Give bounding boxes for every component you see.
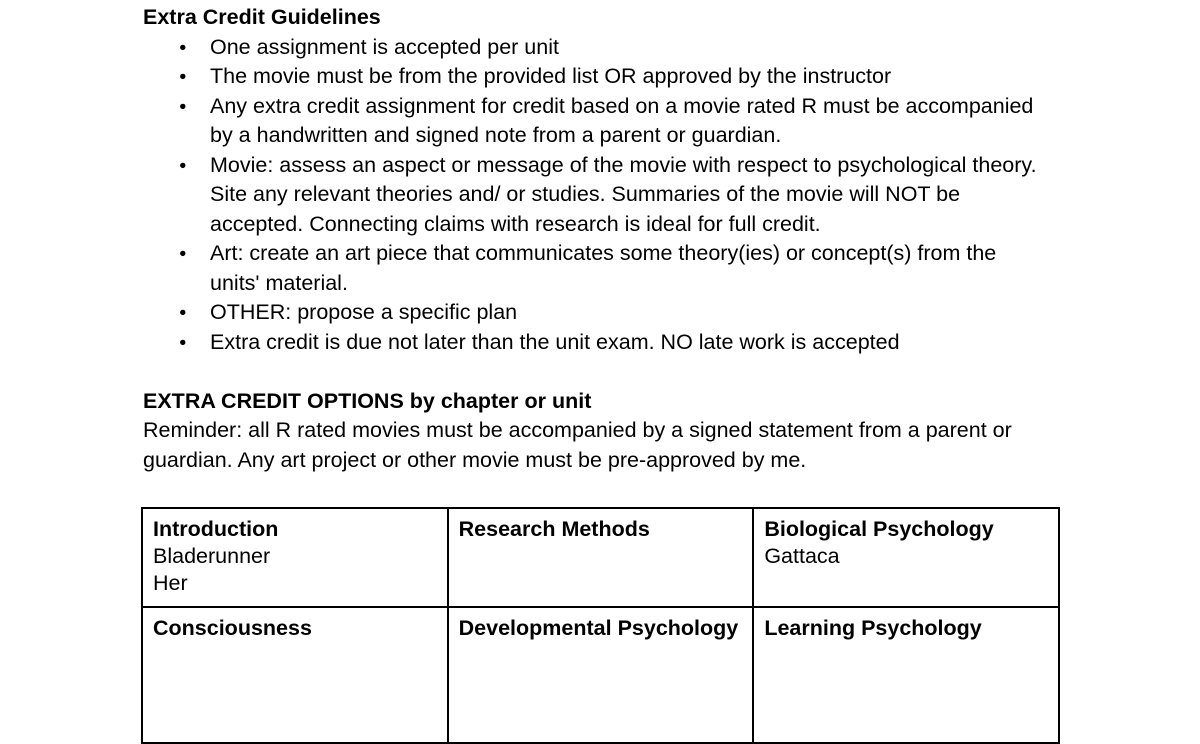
cell-research-methods (448, 508, 754, 607)
bullet-line: Site any relevant theories and/ or studies. Summaries of the movie will NOT be (210, 182, 961, 206)
cell-title: Introduction (153, 517, 279, 541)
cell-title: Biological Psychology (764, 517, 994, 541)
bullet-line: ● OTHER: propose a specific plan (210, 300, 518, 324)
bullet-line: ● Movie: assess an aspect or message of the movie with respect to psychological theory. (210, 152, 1037, 177)
guideline-bullet (143, 92, 1103, 151)
cell-introduction (142, 508, 448, 607)
bullet-line: accepted. Connecting claims with research is ideal for full credit. (210, 211, 821, 236)
bullet-line: ● Any extra credit assignment for credit based on a movie rated R must be accompanied (210, 93, 1034, 118)
guidelines-list (143, 33, 1103, 358)
table-row (142, 508, 1059, 607)
cell-learning-psychology (753, 607, 1059, 743)
cell-title: Consciousness (153, 616, 312, 640)
movie-item: Bladerunner (153, 544, 271, 568)
guidelines-heading: Extra Credit Guidelines (143, 5, 381, 29)
guideline-bullet (143, 298, 1103, 328)
table-row (142, 607, 1059, 743)
bullet-line: ● One assignment is accepted per unit (210, 34, 559, 59)
reminder-line: guardian. Any art project or other movie must be pre-approved by me. (143, 447, 807, 472)
options-heading: EXTRA CREDIT OPTIONS by chapter or unit (143, 388, 592, 413)
paragraph-spacer (143, 357, 1103, 387)
movie-item: Her (153, 571, 188, 595)
bullet-line: ● Extra credit is due not later than the unit exam. NO late work is accepted (210, 329, 900, 354)
guideline-bullet (143, 239, 1103, 298)
bullet-line: ● Art: create an art piece that communicates some theory(ies) or concept(s) from the (210, 241, 997, 265)
reminder-line: Reminder: all R rated movies must be accompanied by a signed statement from a parent or (143, 418, 1012, 442)
bullet-line: ● The movie must be from the provided list OR approved by the instructor (210, 64, 892, 88)
guideline-bullet (143, 33, 1103, 63)
cell-biological-psychology (753, 508, 1059, 607)
cell-title: Developmental Psychology (458, 616, 739, 640)
reminder-paragraph (143, 416, 1103, 475)
cell-title: Learning Psychology (764, 616, 982, 640)
guideline-bullet (143, 328, 1103, 358)
bullet-line: units' material. (210, 270, 348, 295)
cell-consciousness (142, 607, 448, 743)
bullet-line: by a handwritten and signed note from a parent or guardian. (210, 123, 782, 147)
cell-title: Research Methods (458, 517, 650, 541)
guideline-bullet (143, 151, 1103, 240)
movie-item: Gattaca (764, 544, 840, 568)
extra-credit-options-table (141, 507, 1060, 744)
cell-developmental-psychology (448, 607, 754, 743)
guideline-bullet (143, 62, 1103, 92)
